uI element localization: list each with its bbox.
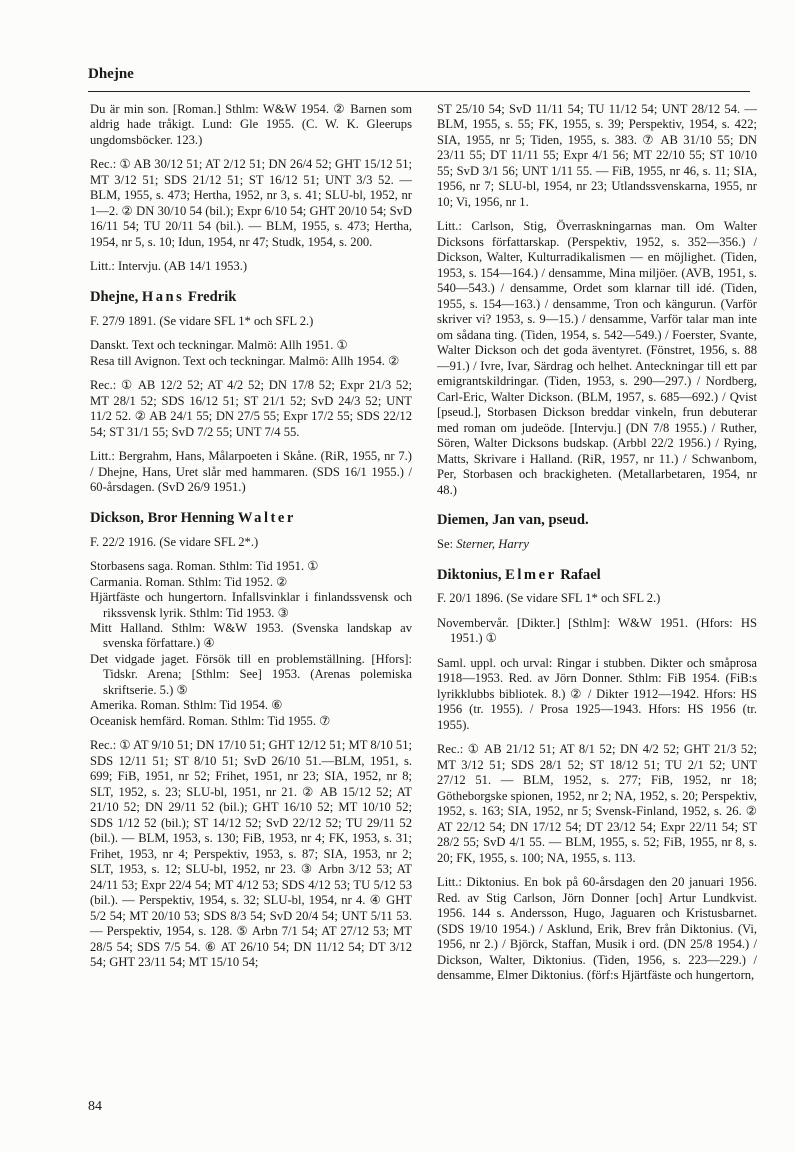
dhejne-reviews: Rec.: ① AB 30/12 51; AT 2/12 51; DN 26/4 52; GHT 15/12 51; MT 3/12 51; SDS 21/12 51; ST 16/12 51; UNT 3/3 52. — BLM, 1955, s. 473; Hertha, 1952, nr 3, s. 41; SLU-bl, 1952, nr 1—2. ② DN 30/10 54 (bil.); Expr 6/10 54; GHT 20/10 54; SvD 16/11 54; TU 20/11 54 (bil.). — BLM, 1955, s. 473; Hertha, 1954, nr 5, s. 10; Idun, 1954, nr 47; Studk, 1954, s. 200. [90, 157, 412, 249]
diktonius-work-1: Novembervår. [Dikter.] [Sthlm]: W&W 1951. (Hfors: HS 1951.) ① [437, 615, 757, 646]
entry-heading-diemen: Diemen, Jan van, pseud. [437, 512, 589, 529]
entry-heading-hans-fredrik: Dhejne, Hans Fredrik [90, 288, 237, 305]
entry-heading-diktonius: Diktonius, Elmer Rafael [437, 566, 601, 583]
right-column [437, 102, 757, 993]
diktonius-literature: Litt.: Diktonius. En bok på 60-årsdagen den 20 januari 1956. Red. av Stig Carlson, Jörn Donner [och] Artur Lundkvist. 1956. 144 s. Andersson, Hugo, Jaguaren och Kristusbarnet. (SDS 19/10 1954.) / Asklund, Erik, Brev från Diktonius. (Vi, 1956, nr 2.) / Björck, Staffan, Musik i ord. (DN 25/8 1954.) / Dickson, Walter, Diktonius. (Tiden, 1956, s. 223—229.) / densamme, Elmer Diktonius. (förf:s Hjärtfäste och hungertorn, [437, 875, 757, 983]
hans-work-2: Resa till Avignon. Text och teckningar. Malmö: Allh 1954. ② [90, 353, 400, 368]
page-number: 84 [88, 1099, 102, 1114]
diemen-see-reference: Se: Sterner, Harry [437, 537, 530, 552]
dhejne-works: Du är min son. [Roman.] Sthlm: W&W 1954. ② Barnen som aldrig hade tråkigt. Lund: Gle 1955. (C. W. K. Gleerups ungdomsböcker. 123.) [90, 102, 412, 147]
dickson-birth: F. 22/2 1916. (Se vidare SFL 2*.) [90, 534, 259, 549]
dickson-work-1: Storbasens saga. Roman. Sthlm: Tid 1951. ① [90, 559, 319, 574]
entry-heading-dickson: Dickson, Bror Henning Walter [90, 509, 296, 526]
hans-literature: Litt.: Bergrahm, Hans, Målarpoeten i Skåne. (RiR, 1955, nr 7.) / Dhejne, Hans, Uret slår med hammaren. (SDS 16/1 1955.) / 60-årsdagen. (SvD 26/9 1951.) [90, 449, 412, 495]
dickson-work-4: Mitt Halland. Sthlm: W&W 1953. (Svenska landskap av svenska författare.) ④ [90, 620, 412, 651]
left-column [90, 102, 412, 980]
diktonius-collected: Saml. uppl. och urval: Ringar i stubben. Dikter och småprosa 1918—1953. Red. av Jörn Donner. Sthlm: FiB 1954. (FiB:s lyrikklubbs bibliotek. 8.) ② / Dikter 1912—1942. Hfors: HS 1956 (tr. 1955). / Prosa 1925—1943. Hfors: HS 1956 (tr. 1955). [437, 655, 757, 732]
diemen-see-target: Sterner, Harry [456, 537, 530, 552]
dickson-literature: Litt.: Carlson, Stig, Överraskningarnas man. Om Walter Dicksons författarskap. (Perspektiv, 1952, s. 352—356.) / Dickson, Walter, Kulturradikalismen — en möjlighet. (Tiden, 1953, s. 154—164.) / densamme, Mina miljöer. (AVB, 1951, s. 540—543.) / densamme, Ordet som klarnar till idé. (Tiden, 1955, s. 154—163.) / densamme, Tron och kängurun. (Varför skriver vi? 1953, s. 9—15.) / densamme, Varför talar man inte om sådana ting. (Tiden, 1954, s. 542—549.) / Foerster, Svante, Walter Dickson och det goda äventyret. (Fönstret, 1956, s. 88—91.) / Ivre, Ivar, Särdrag och helhet. Anteckningar till ett par emigrantskildringar. (Tiden, 1953, s. 290—297.) / Nordberg, Carl-Eric, Walter Dickson. (BLM, 1957, s. 685—692.) / Qvist [pseud.], Storbasen Dickson breddar vinkeln, frun debuterar med roman om judeöde. [Intervju.] (DN 7/8 1955.) / Ruther, Sören, Walter Dicksons budskap. (Arbbl 22/2 1956.) / Rying, Matts, Skrivare i Halland. (RiR, 1957, nr 11.) / Schwanbom, Per, Storbasen och brackigheten. (Metallarbetaren, 1954, nr 48.) [437, 219, 757, 497]
running-head: Dhejne [88, 66, 134, 82]
header-rule [88, 91, 750, 92]
hans-reviews: Rec.: ① AB 12/2 52; AT 4/2 52; DN 17/8 52; Expr 21/3 52; MT 28/1 52; SDS 16/12 51; ST 21/1 52; SvD 24/3 52; UNT 11/2 52. ② AB 24/1 55; DN 27/5 55; Expr 17/2 55; SDS 22/12 54; ST 31/1 55; SvD 7/2 55; UNT 7/4 55. [90, 378, 412, 439]
dickson-work-3: Hjärtfäste och hungertorn. Infallsvinklar i finlandssvensk och rikssvensk lyrik. Sthlm: Tid 1953. ③ [90, 590, 412, 620]
diktonius-reviews: Rec.: ① AB 21/12 51; AT 8/1 52; DN 4/2 52; GHT 21/3 52; MT 3/12 51; SDS 28/1 52; ST 18/12 51; TU 2/1 52; UNT 27/12 51. — BLM, 1952, s. 277; FiB, 1952, nr 18; Götheborgske spionen, 1952, nr 2; NA, 1952, s. 20; Perspektiv, 1952, s. 163; SIA, 1952, nr 5; Svensk-Finland, 1952, s. 26. ② AT 22/12 54; DN 17/12 54; DT 23/12 54; Expr 22/11 54; ST 28/2 55; SvD 4/1 55. — BLM, 1955, s. 52; FiB, 1955, nr 8, s. 20; FK, 1955, s. 100; NA, 1955, s. 113. [437, 742, 757, 865]
dickson-reviews-continued: ST 25/10 54; SvD 11/11 54; TU 11/12 54; UNT 28/12 54. — BLM, 1955, s. 55; FK, 1955, s. 39; Perspektiv, 1954, s. 422; SIA, 1955, nr 5; Tiden, 1955, s. 383. ⑦ AB 31/10 55; DN 23/11 55; DT 11/11 55; Expr 4/1 56; MT 22/10 55; ST 10/10 55; SvD 3/1 56; UNT 1/11 55. — FiB, 1955, nr 46, s. 11; SIA, 1956, nr 7; SLU-bl, 1954, nr 23; Utlandssvenskarna, 1955, nr 10; Vi, 1956, nr 1. [437, 102, 757, 209]
dickson-work-2: Carmania. Roman. Sthlm: Tid 1952. ② [90, 574, 288, 589]
dickson-work-6: Amerika. Roman. Sthlm: Tid 1954. ⑥ [90, 698, 283, 713]
hans-birth: F. 27/9 1891. (Se vidare SFL 1* och SFL 2.) [90, 313, 314, 328]
hans-work-1: Danskt. Text och teckningar. Malmö: Allh 1951. ① [90, 338, 348, 353]
dickson-reviews: Rec.: ① AT 9/10 51; DN 17/10 51; GHT 12/12 51; MT 8/10 51; SDS 12/11 51; ST 8/10 51; SvD 26/10 51.—BLM, 1951, s. 699; FiB, 1951, nr 52; Frihet, 1951, nr 23; SIA, 1952, nr 8; SLT, 1952, s. 23; SLU-bl, 1951, nr 21. ② AB 15/12 52; AT 21/10 52; DN 29/11 52 (bil.); GHT 16/10 52; MT 10/10 52; SDS 1/12 52 (bil.); ST 14/12 52; SvD 22/12 52; TU 29/11 52 (bil.). — BLM, 1953, s. 130; FiB, 1953, nr 4; FK, 1953, s. 31; Frihet, 1953, nr 4; Perspektiv, 1953, s. 87; SIA, 1953, nr 2; SLT, 1953, s. 12; SLU-bl, 1952, nr 23. ③ Arbn 3/12 53; AT 24/11 53; Expr 22/4 54; MT 4/12 53; SDS 4/12 53; TU 5/12 53 (bil.). — Perspektiv, 1954, s. 32; SLU-bl, 1954, nr 4. ④ GHT 5/2 54; MT 20/10 53; SDS 8/3 54; SvD 20/4 54; UNT 5/11 53. — Perspektiv, 1954, s. 128. ⑤ Arbn 7/1 54; AT 27/12 53; MT 28/5 54; SDS 7/5 54. ⑥ AT 26/10 54; DN 11/12 54; DT 3/12 54; GHT 23/11 54; MT 15/10 54; [90, 738, 412, 970]
dickson-work-7: Oceanisk hemfärd. Roman. Sthlm: Tid 1955. ⑦ [90, 713, 331, 728]
dhejne-literature: Litt.: Intervju. (AB 14/1 1953.) [90, 259, 248, 274]
diktonius-birth: F. 20/1 1896. (Se vidare SFL 1* och SFL 2.) [437, 591, 661, 606]
dickson-work-5: Det vidgade jaget. Försök till en problemställning. [Hfors]: Tidskr. Arena; [Sthlm: See] 1953. (Arenas polemiska skriftserie. 5.) ⑤ [90, 651, 412, 697]
